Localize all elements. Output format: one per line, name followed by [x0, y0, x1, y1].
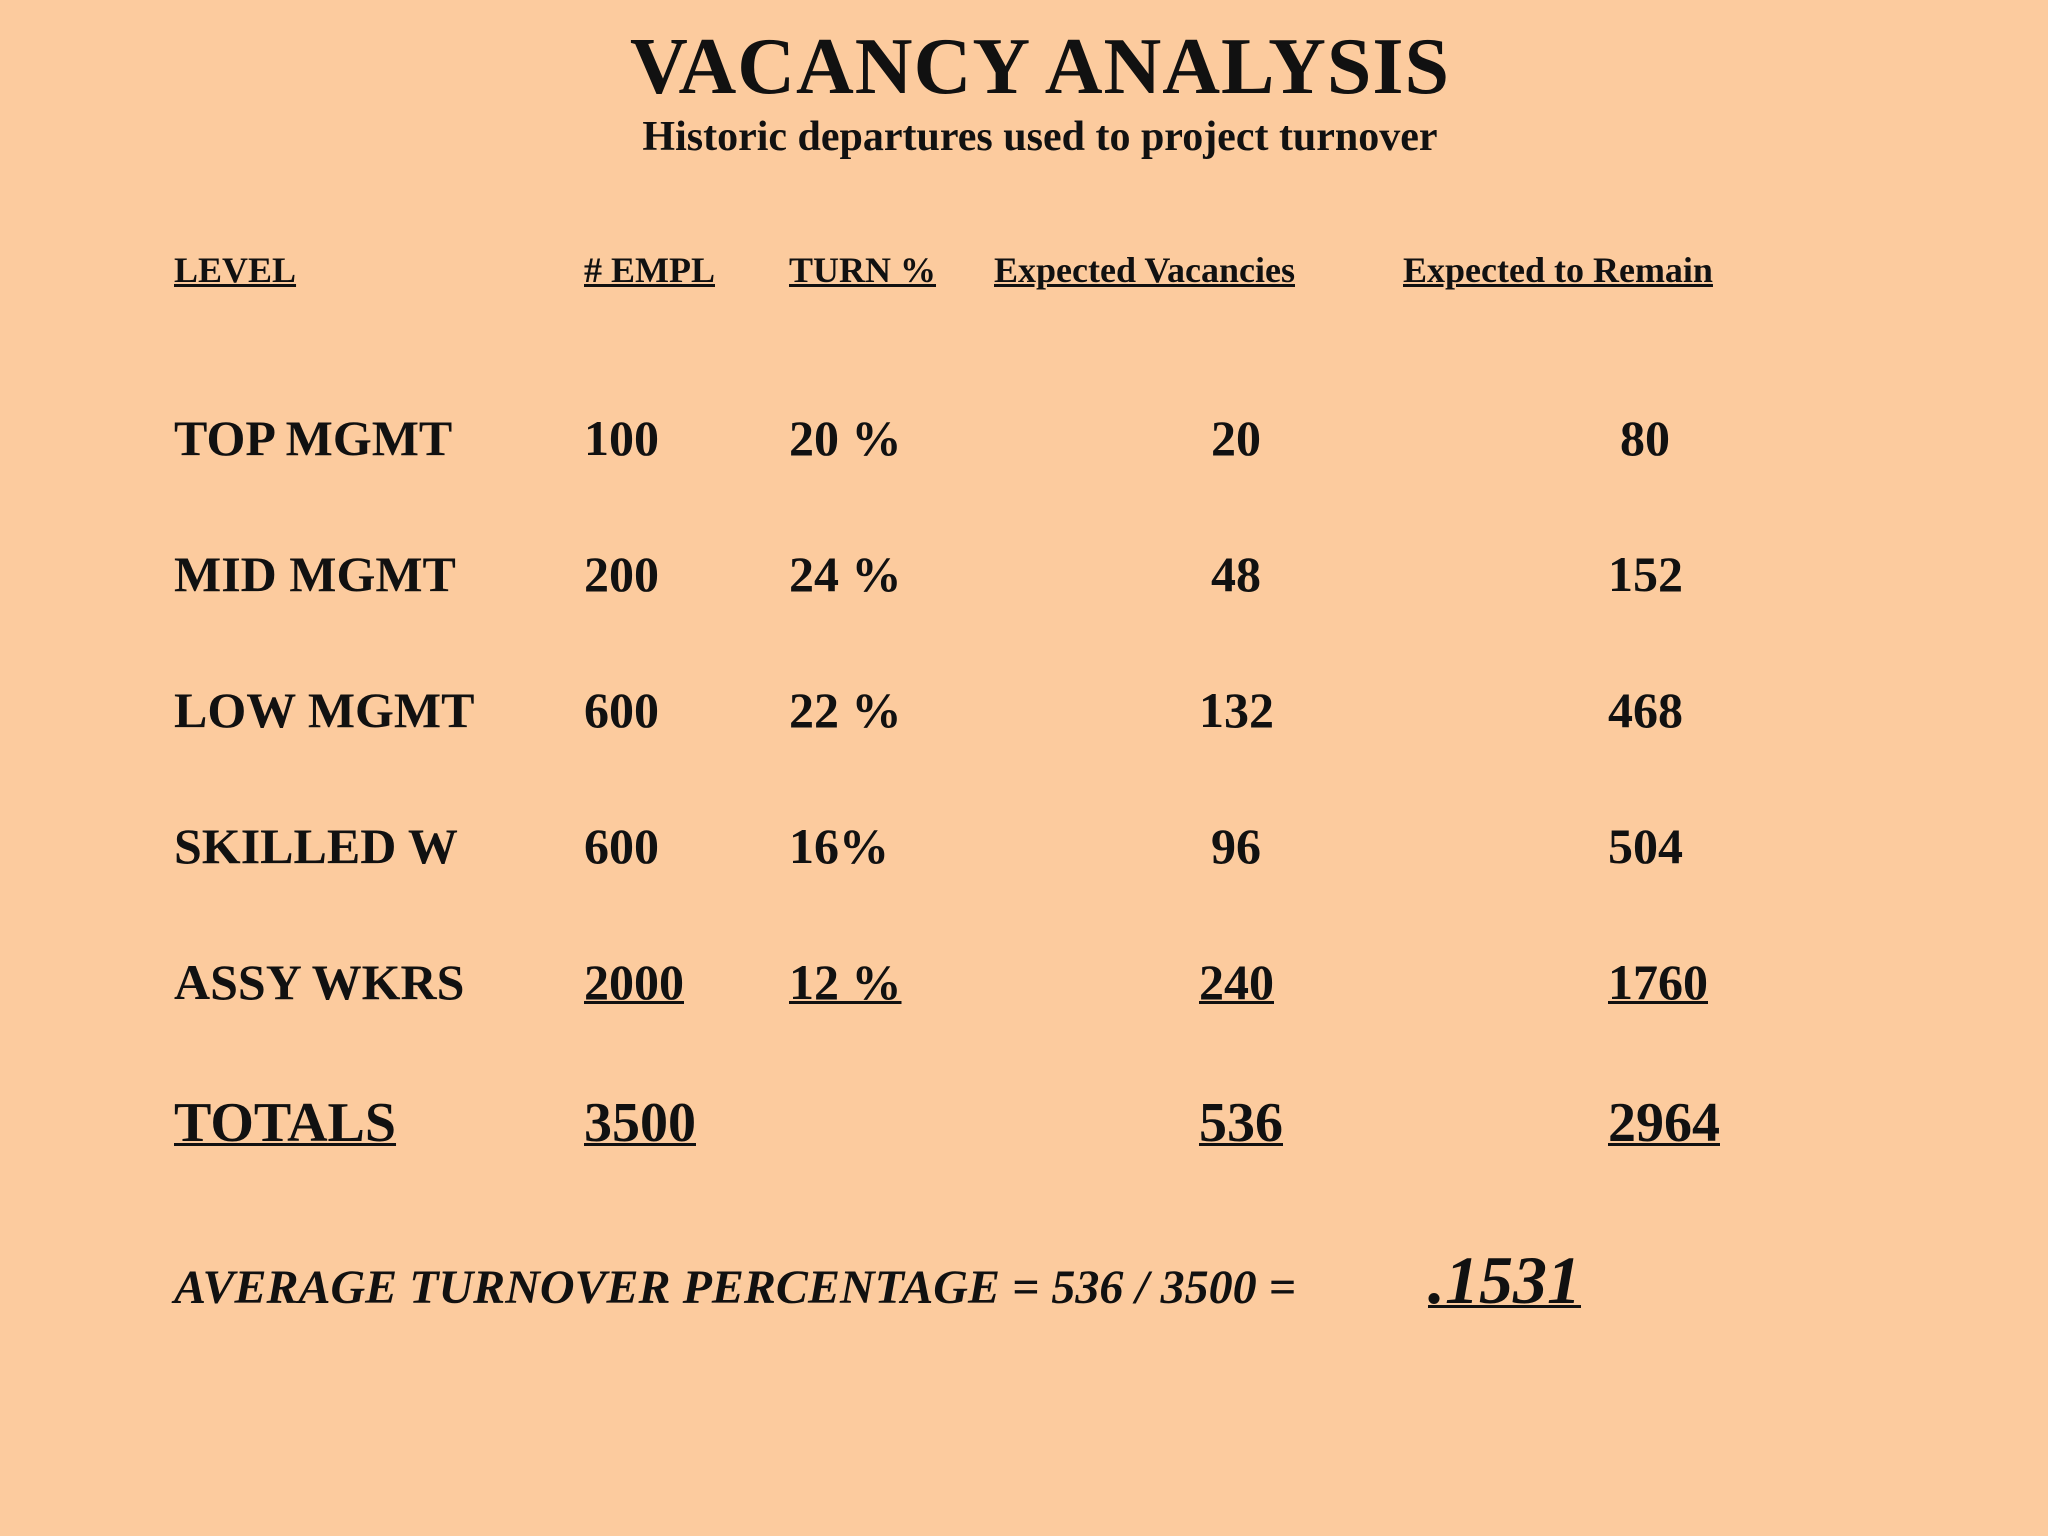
row-turn: 16%: [789, 818, 889, 874]
row-empl: 2000: [584, 954, 684, 1010]
totals-empl: 3500: [584, 1092, 696, 1154]
totals-vacancies: 536: [1199, 1092, 1283, 1154]
row-turn: 24 %: [789, 546, 902, 602]
row-turn: 20 %: [789, 410, 902, 466]
row-level: MID MGMT: [174, 546, 456, 602]
totals-label: TOTALS: [174, 1092, 397, 1154]
row-turn: 22 %: [789, 682, 902, 738]
row-empl: 600: [584, 682, 659, 738]
row-vacancies: 240: [1199, 954, 1274, 1010]
header-remain: Expected to Remain: [1403, 250, 1713, 290]
row-remain: 504: [1608, 818, 1683, 874]
header-turn: TURN %: [789, 250, 937, 290]
header-vacancies: Expected Vacancies: [994, 250, 1295, 290]
row-remain: 1760: [1608, 954, 1708, 1010]
row-vacancies: 20: [1211, 410, 1261, 466]
row-remain: 152: [1608, 546, 1683, 602]
row-vacancies: 132: [1199, 682, 1274, 738]
row-level: SKILLED W: [174, 818, 458, 874]
average-turnover-label: AVERAGE TURNOVER PERCENTAGE = 536 / 3500 =: [174, 1261, 1297, 1314]
header-empl: # EMPL: [584, 250, 715, 290]
row-level: ASSY WKRS: [174, 954, 465, 1010]
row-vacancies: 96: [1211, 818, 1261, 874]
row-empl: 200: [584, 546, 659, 602]
row-empl: 100: [584, 410, 659, 466]
row-remain: 468: [1608, 682, 1683, 738]
row-level: LOW MGMT: [174, 682, 475, 738]
totals-remain: 2964: [1608, 1092, 1720, 1154]
row-remain: 80: [1620, 410, 1670, 466]
row-empl: 600: [584, 818, 659, 874]
header-level: LEVEL: [174, 250, 297, 290]
row-level: TOP MGMT: [174, 410, 453, 466]
page-title: VACANCY ANALYSIS: [630, 23, 1450, 111]
page-subtitle: Historic departures used to project turnover: [642, 114, 1438, 160]
average-turnover-result: .1531: [1428, 1242, 1581, 1318]
row-turn: 12 %: [789, 954, 902, 1010]
row-vacancies: 48: [1211, 546, 1261, 602]
